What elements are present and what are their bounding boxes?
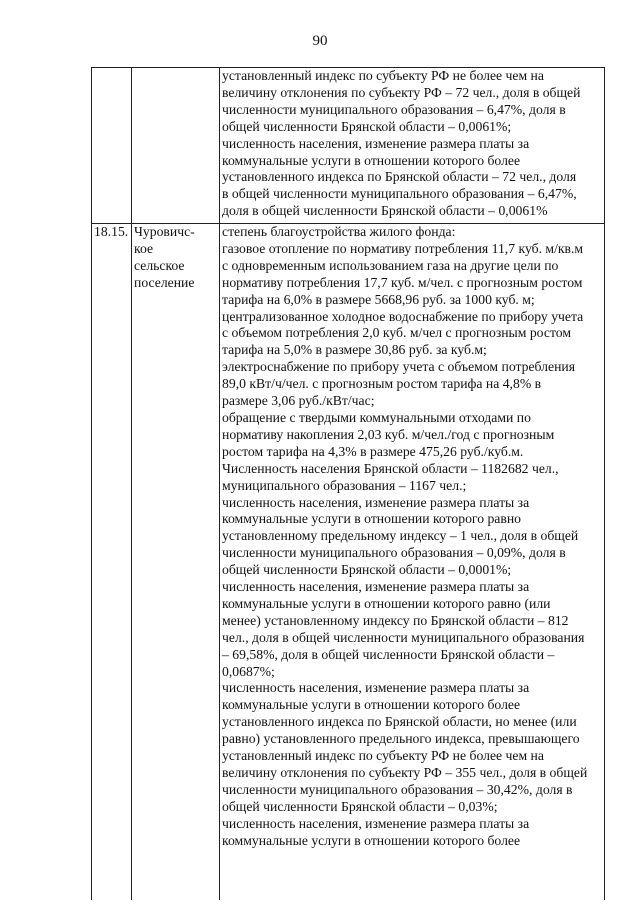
text-line: чел., доля в общей численности муниципального образования (222, 629, 585, 645)
row-number-cell (92, 68, 132, 224)
text-line: с одновременным использованием газа на другие цели по (222, 257, 559, 273)
municipality-name-line: кое (134, 240, 154, 256)
text-line: муниципального образования – 1167 чел.; (222, 477, 467, 493)
text-line: – 69,58%, доля в общей численности Брянской области – (222, 646, 555, 662)
text-line: менее) установленному индексу по Брянской области – 812 (222, 612, 569, 628)
text-line: ростом тарифа на 4,3% в размере 475,26 руб./куб.м. (222, 443, 524, 459)
text-line: коммунальные услуги в отношении которого равно (или (222, 595, 551, 611)
text-line: 89,0 кВт/ч/чел. с прогнозным ростом тарифа на 4,8% в (222, 376, 542, 392)
text-line: численности муниципального образования – 0,09%, доля в (222, 545, 566, 561)
text-line: равно) установленного предельного индекса, превышающего (222, 731, 580, 747)
text-line: общей численности Брянской области – 0,03%; (222, 798, 498, 814)
text-line: тарифа на 6,0% в размере 5668,96 руб. за 1000 куб. м; (222, 291, 535, 307)
text-line: установленный индекс по субъекту РФ не более чем на (222, 748, 544, 764)
text-line: с объемом потребления 2,0 куб. м/чел с прогнозным ростом (222, 325, 571, 341)
text-line: Численность населения Брянской области – 1182682 чел., (222, 460, 559, 476)
text-line: коммунальные услуги в отношении которого равно (222, 511, 522, 527)
description-cell (220, 68, 605, 224)
municipality-name-line: поселение (134, 274, 195, 290)
table-row (92, 224, 605, 901)
text-line: численность населения, изменение размера платы за (222, 815, 530, 831)
text-line: коммунальные услуги в отношении которого более (222, 832, 521, 848)
description-cell (220, 224, 605, 901)
table-row (92, 68, 605, 224)
text-line: размере 3,06 руб./кВт/час; (222, 393, 375, 409)
text-line: нормативу потребления 17,7 куб. м/чел. с прогнозным ростом (222, 274, 583, 290)
text-line: степень благоустройства жилого фонда: (222, 224, 456, 239)
text-line: централизованное холодное водоснабжение по прибору учета (222, 308, 584, 324)
text-line: установленный индекс по субъекту РФ не более чем на (222, 68, 544, 83)
municipality-name-line: Чуровичс- (134, 224, 195, 239)
text-line: обращение с твердыми коммунальными отходами по (222, 409, 531, 425)
text-line: численность населения, изменение размера платы за (222, 135, 530, 151)
municipality-name-line: сельское (134, 257, 185, 273)
text-line: установленного индекса по Брянской области, но менее (или (222, 714, 577, 730)
text-line: нормативу накопления 2,03 куб. м/чел./год с прогнозным (222, 426, 555, 442)
text-line: численности муниципального образования – 30,42%, доля в (222, 781, 573, 797)
row-number-cell: 18.15. (92, 224, 132, 901)
text-line: общей численности Брянской области – 0,0001%; (222, 562, 512, 578)
text-line: тарифа на 5,0% в размере 30,86 руб. за куб.м; (222, 342, 487, 358)
text-line: численность населения, изменение размера платы за (222, 579, 530, 595)
text-line: в общей численности муниципального образования – 6,47%, (222, 186, 577, 202)
municipal-data-table (91, 67, 605, 900)
municipality-name-cell (132, 224, 220, 901)
text-line: численность населения, изменение размера платы за (222, 680, 530, 696)
page-number: 90 (312, 33, 328, 49)
text-line: общей численности Брянской области – 0,0061%; (222, 118, 512, 134)
text-line: установленному предельному индексу – 1 чел., доля в общей (222, 528, 579, 544)
text-line: коммунальные услуги в отношении которого более (222, 152, 521, 168)
text-line: газовое отопление по нормативу потребления 11,7 куб. м/кв.м (222, 240, 584, 256)
text-line: численность населения, изменение размера платы за (222, 494, 530, 510)
text-line: величину отклонения по субъекту РФ – 355 чел., доля в общей (222, 765, 588, 780)
text-line: величину отклонения по субъекту РФ – 72 чел., доля в общей (222, 84, 581, 100)
text-line: электроснабжение по прибору учета с объемом потребления (222, 359, 576, 375)
text-line: 0,0687%; (222, 663, 275, 679)
municipality-name-cell (132, 68, 220, 224)
text-line: установленного индекса по Брянской области – 72 чел., доля (222, 169, 577, 185)
text-line: численности муниципального образования – 6,47%, доля в (222, 101, 566, 117)
text-line: коммунальные услуги в отношении которого более (222, 697, 521, 713)
text-line: доля в общей численности Брянской области – 0,0061% (222, 203, 548, 219)
